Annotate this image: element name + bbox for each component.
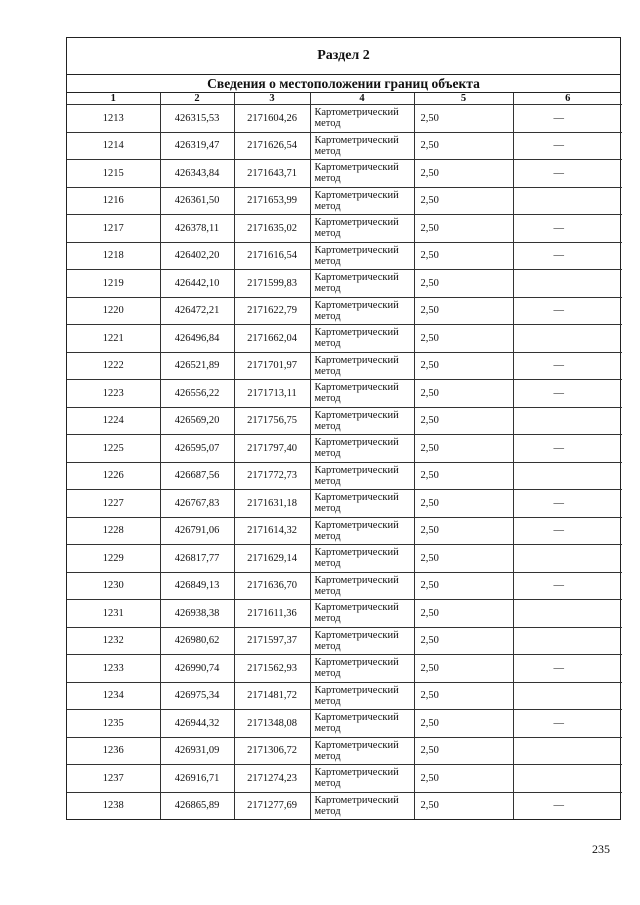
- y-coordinate-cell: 2171653,99: [234, 187, 310, 215]
- precision-cell: 2,50: [414, 627, 513, 655]
- table-row: [67, 325, 622, 353]
- precision-cell: 2,50: [414, 462, 513, 490]
- note-cell: —: [513, 490, 622, 518]
- x-coordinate-cell: 426556,22: [160, 380, 234, 408]
- x-coordinate-cell: 426916,71: [160, 765, 234, 793]
- x-coordinate-cell: 426938,38: [160, 600, 234, 628]
- note-cell: —: [513, 242, 622, 270]
- x-coordinate-cell: 426980,62: [160, 627, 234, 655]
- method-cell: Картометрический метод: [310, 270, 414, 298]
- point-id-cell: 1223: [67, 380, 160, 408]
- x-coordinate-cell: 426319,47: [160, 132, 234, 160]
- method-cell: Картометрический метод: [310, 655, 414, 683]
- table-row: [67, 160, 622, 188]
- point-id-cell: 1221: [67, 325, 160, 353]
- table-row: [67, 792, 622, 819]
- table-row: [67, 462, 622, 490]
- x-coordinate-cell: 426343,84: [160, 160, 234, 188]
- y-coordinate-cell: 2171701,97: [234, 352, 310, 380]
- note-cell: —: [513, 380, 622, 408]
- column-header: 3: [234, 93, 310, 105]
- note-cell: —: [513, 105, 622, 133]
- x-coordinate-cell: 426767,83: [160, 490, 234, 518]
- precision-cell: 2,50: [414, 325, 513, 353]
- note-cell: [513, 627, 622, 655]
- section-subtitle: Сведения о местоположении границ объекта: [67, 75, 620, 93]
- note-cell: —: [513, 215, 622, 243]
- note-cell: [513, 545, 622, 573]
- method-cell: Картометрический метод: [310, 765, 414, 793]
- precision-cell: 2,50: [414, 765, 513, 793]
- point-id-cell: 1227: [67, 490, 160, 518]
- method-cell: Картометрический метод: [310, 325, 414, 353]
- precision-cell: 2,50: [414, 655, 513, 683]
- table-row: [67, 352, 622, 380]
- x-coordinate-cell: 426975,34: [160, 682, 234, 710]
- y-coordinate-cell: 2171662,04: [234, 325, 310, 353]
- y-coordinate-cell: 2171643,71: [234, 160, 310, 188]
- note-cell: [513, 682, 622, 710]
- y-coordinate-cell: 2171756,75: [234, 407, 310, 435]
- y-coordinate-cell: 2171713,11: [234, 380, 310, 408]
- x-coordinate-cell: 426378,11: [160, 215, 234, 243]
- note-cell: —: [513, 132, 622, 160]
- point-id-cell: 1216: [67, 187, 160, 215]
- y-coordinate-cell: 2171274,23: [234, 765, 310, 793]
- method-cell: Картометрический метод: [310, 352, 414, 380]
- method-cell: Картометрический метод: [310, 737, 414, 765]
- point-id-cell: 1214: [67, 132, 160, 160]
- x-coordinate-cell: 426865,89: [160, 792, 234, 819]
- precision-cell: 2,50: [414, 710, 513, 738]
- method-cell: Картометрический метод: [310, 407, 414, 435]
- method-cell: Картометрический метод: [310, 380, 414, 408]
- y-coordinate-cell: 2171277,69: [234, 792, 310, 819]
- point-id-cell: 1215: [67, 160, 160, 188]
- point-id-cell: 1229: [67, 545, 160, 573]
- precision-cell: 2,50: [414, 545, 513, 573]
- column-header: 1: [67, 93, 160, 105]
- point-id-cell: 1217: [67, 215, 160, 243]
- column-header: 5: [414, 93, 513, 105]
- section-block: [66, 37, 621, 820]
- note-cell: —: [513, 710, 622, 738]
- x-coordinate-cell: 426931,09: [160, 737, 234, 765]
- y-coordinate-cell: 2171599,83: [234, 270, 310, 298]
- point-id-cell: 1230: [67, 572, 160, 600]
- column-header: 6: [513, 93, 622, 105]
- x-coordinate-cell: 426990,74: [160, 655, 234, 683]
- method-cell: Картометрический метод: [310, 187, 414, 215]
- y-coordinate-cell: 2171481,72: [234, 682, 310, 710]
- table-row: [67, 737, 622, 765]
- method-cell: Картометрический метод: [310, 435, 414, 463]
- precision-cell: 2,50: [414, 600, 513, 628]
- y-coordinate-cell: 2171562,93: [234, 655, 310, 683]
- table-row: [67, 435, 622, 463]
- x-coordinate-cell: 426791,06: [160, 517, 234, 545]
- section-title: Раздел 2: [67, 38, 620, 75]
- y-coordinate-cell: 2171622,79: [234, 297, 310, 325]
- y-coordinate-cell: 2171597,37: [234, 627, 310, 655]
- precision-cell: 2,50: [414, 792, 513, 819]
- note-cell: —: [513, 792, 622, 819]
- note-cell: [513, 407, 622, 435]
- x-coordinate-cell: 426569,20: [160, 407, 234, 435]
- document-page: [66, 37, 621, 820]
- x-coordinate-cell: 426361,50: [160, 187, 234, 215]
- note-cell: [513, 737, 622, 765]
- y-coordinate-cell: 2171348,08: [234, 710, 310, 738]
- note-cell: —: [513, 517, 622, 545]
- precision-cell: 2,50: [414, 435, 513, 463]
- y-coordinate-cell: 2171772,73: [234, 462, 310, 490]
- precision-cell: 2,50: [414, 682, 513, 710]
- note-cell: —: [513, 160, 622, 188]
- method-cell: Картометрический метод: [310, 105, 414, 133]
- table-row: [67, 710, 622, 738]
- table-row: [67, 297, 622, 325]
- method-cell: Картометрический метод: [310, 242, 414, 270]
- precision-cell: 2,50: [414, 352, 513, 380]
- method-cell: Картометрический метод: [310, 462, 414, 490]
- point-id-cell: 1237: [67, 765, 160, 793]
- table-row: [67, 765, 622, 793]
- x-coordinate-cell: 426687,56: [160, 462, 234, 490]
- precision-cell: 2,50: [414, 407, 513, 435]
- method-cell: Картометрический метод: [310, 545, 414, 573]
- point-id-cell: 1234: [67, 682, 160, 710]
- note-cell: [513, 462, 622, 490]
- precision-cell: 2,50: [414, 490, 513, 518]
- note-cell: [513, 765, 622, 793]
- point-id-cell: 1218: [67, 242, 160, 270]
- method-cell: Картометрический метод: [310, 297, 414, 325]
- method-cell: Картометрический метод: [310, 490, 414, 518]
- note-cell: [513, 187, 622, 215]
- note-cell: [513, 600, 622, 628]
- method-cell: Картометрический метод: [310, 600, 414, 628]
- precision-cell: 2,50: [414, 132, 513, 160]
- y-coordinate-cell: 2171797,40: [234, 435, 310, 463]
- x-coordinate-cell: 426442,10: [160, 270, 234, 298]
- y-coordinate-cell: 2171626,54: [234, 132, 310, 160]
- column-number-row: [67, 93, 622, 105]
- table-row: [67, 380, 622, 408]
- note-cell: —: [513, 572, 622, 600]
- table-row: [67, 545, 622, 573]
- note-cell: [513, 270, 622, 298]
- column-header: 4: [310, 93, 414, 105]
- method-cell: Картометрический метод: [310, 517, 414, 545]
- precision-cell: 2,50: [414, 517, 513, 545]
- table-row: [67, 187, 622, 215]
- table-row: [67, 682, 622, 710]
- point-id-cell: 1213: [67, 105, 160, 133]
- note-cell: —: [513, 435, 622, 463]
- method-cell: Картометрический метод: [310, 792, 414, 819]
- precision-cell: 2,50: [414, 572, 513, 600]
- table-row: [67, 600, 622, 628]
- precision-cell: 2,50: [414, 380, 513, 408]
- precision-cell: 2,50: [414, 242, 513, 270]
- method-cell: Картометрический метод: [310, 132, 414, 160]
- column-header: 2: [160, 93, 234, 105]
- y-coordinate-cell: 2171616,54: [234, 242, 310, 270]
- x-coordinate-cell: 426595,07: [160, 435, 234, 463]
- precision-cell: 2,50: [414, 737, 513, 765]
- note-cell: —: [513, 352, 622, 380]
- x-coordinate-cell: 426472,21: [160, 297, 234, 325]
- method-cell: Картометрический метод: [310, 627, 414, 655]
- point-id-cell: 1231: [67, 600, 160, 628]
- x-coordinate-cell: 426402,20: [160, 242, 234, 270]
- x-coordinate-cell: 426817,77: [160, 545, 234, 573]
- table-row: [67, 132, 622, 160]
- x-coordinate-cell: 426315,53: [160, 105, 234, 133]
- point-id-cell: 1224: [67, 407, 160, 435]
- precision-cell: 2,50: [414, 215, 513, 243]
- method-cell: Картометрический метод: [310, 215, 414, 243]
- y-coordinate-cell: 2171635,02: [234, 215, 310, 243]
- point-id-cell: 1232: [67, 627, 160, 655]
- precision-cell: 2,50: [414, 160, 513, 188]
- y-coordinate-cell: 2171636,70: [234, 572, 310, 600]
- table-row: [67, 490, 622, 518]
- page-number: 235: [592, 842, 610, 856]
- point-id-cell: 1225: [67, 435, 160, 463]
- point-id-cell: 1219: [67, 270, 160, 298]
- table-row: [67, 242, 622, 270]
- y-coordinate-cell: 2171614,32: [234, 517, 310, 545]
- x-coordinate-cell: 426849,13: [160, 572, 234, 600]
- x-coordinate-cell: 426521,89: [160, 352, 234, 380]
- table-row: [67, 407, 622, 435]
- precision-cell: 2,50: [414, 187, 513, 215]
- point-id-cell: 1235: [67, 710, 160, 738]
- method-cell: Картометрический метод: [310, 572, 414, 600]
- y-coordinate-cell: 2171631,18: [234, 490, 310, 518]
- x-coordinate-cell: 426496,84: [160, 325, 234, 353]
- method-cell: Картометрический метод: [310, 710, 414, 738]
- table-row: [67, 105, 622, 133]
- table-row: [67, 215, 622, 243]
- x-coordinate-cell: 426944,32: [160, 710, 234, 738]
- table-row: [67, 270, 622, 298]
- note-cell: —: [513, 655, 622, 683]
- boundary-table: [67, 93, 622, 819]
- point-id-cell: 1228: [67, 517, 160, 545]
- y-coordinate-cell: 2171604,26: [234, 105, 310, 133]
- point-id-cell: 1236: [67, 737, 160, 765]
- note-cell: [513, 325, 622, 353]
- point-id-cell: 1238: [67, 792, 160, 819]
- method-cell: Картометрический метод: [310, 682, 414, 710]
- precision-cell: 2,50: [414, 297, 513, 325]
- table-row: [67, 655, 622, 683]
- table-row: [67, 517, 622, 545]
- precision-cell: 2,50: [414, 105, 513, 133]
- y-coordinate-cell: 2171611,36: [234, 600, 310, 628]
- table-row: [67, 627, 622, 655]
- note-cell: —: [513, 297, 622, 325]
- y-coordinate-cell: 2171629,14: [234, 545, 310, 573]
- point-id-cell: 1226: [67, 462, 160, 490]
- table-row: [67, 572, 622, 600]
- point-id-cell: 1220: [67, 297, 160, 325]
- point-id-cell: 1233: [67, 655, 160, 683]
- method-cell: Картометрический метод: [310, 160, 414, 188]
- precision-cell: 2,50: [414, 270, 513, 298]
- point-id-cell: 1222: [67, 352, 160, 380]
- y-coordinate-cell: 2171306,72: [234, 737, 310, 765]
